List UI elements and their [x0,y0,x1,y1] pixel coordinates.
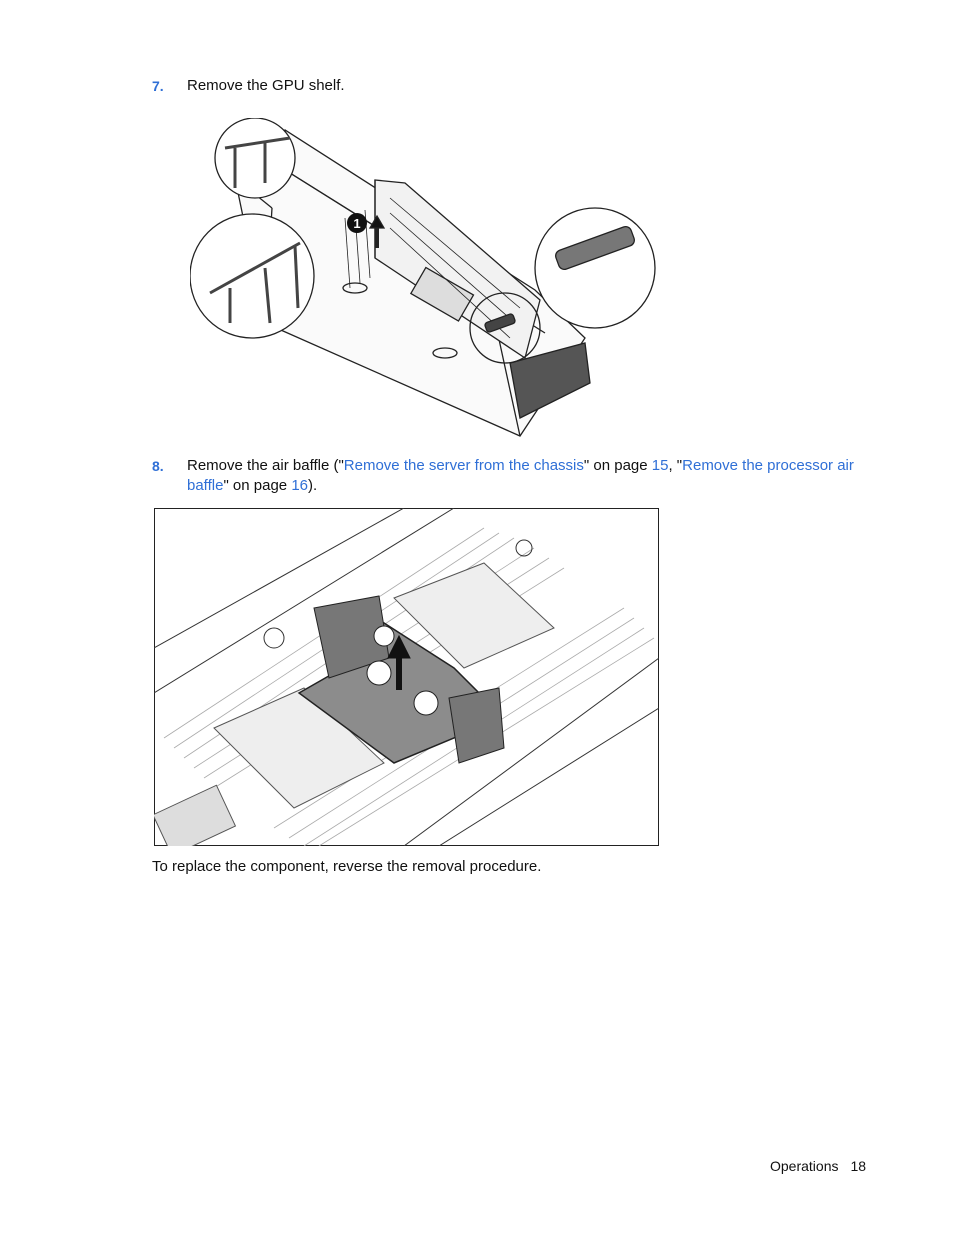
text-segment: Remove the air baffle (" [187,457,344,474]
text-segment: " on page [223,477,292,494]
page-footer [770,1158,866,1174]
text-segment: " on page [583,457,652,474]
link-remove-server[interactable]: Remove the server from the chassis [343,457,584,474]
step-number: 7. [152,78,164,94]
step-text: Remove the GPU shelf. [187,77,345,94]
link-page-15[interactable]: 15 [651,457,669,474]
link-remove-air-baffle[interactable]: Remove the processor air baffle [187,457,854,494]
closing-note: To replace the component, reverse the removal procedure. [152,858,542,875]
gpu-shelf-illustration [190,118,660,440]
step-number: 8. [152,458,164,474]
footer-section: Operations [770,1158,839,1174]
text-segment: , " [668,457,683,474]
footer-page-number: 18 [850,1158,867,1174]
air-baffle-illustration [154,508,659,846]
text-segment: ). [308,477,318,494]
link-page-16[interactable]: 16 [291,477,309,494]
callout-number: 1 [353,216,361,231]
step-text [187,456,877,496]
